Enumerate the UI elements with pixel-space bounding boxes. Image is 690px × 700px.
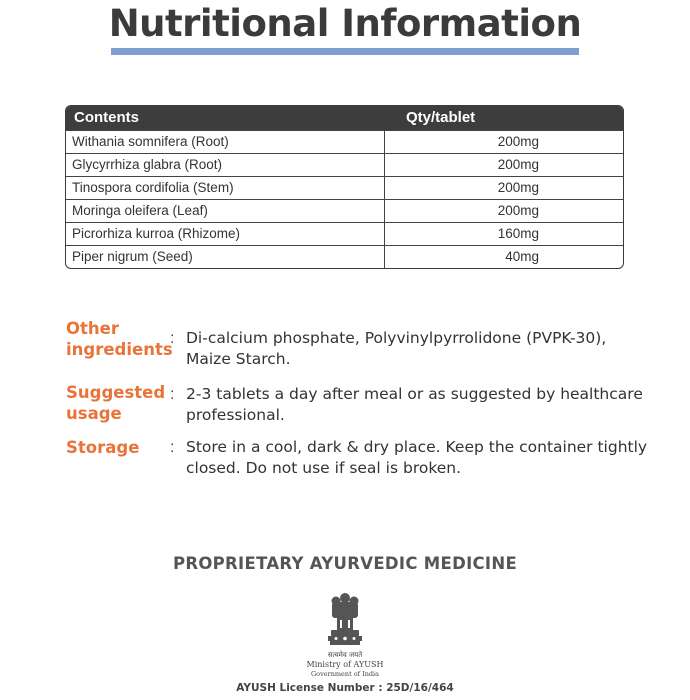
national-emblem-icon (322, 590, 368, 650)
usage-colon: : (170, 386, 175, 403)
suggested-usage-label (66, 382, 170, 424)
storage-label (66, 437, 170, 458)
ingredient-name: Piper nigrum (Seed) (66, 245, 384, 268)
nutrition-table (65, 105, 624, 269)
table-header-row (66, 106, 623, 130)
table-row (66, 245, 623, 268)
table-row (66, 130, 623, 153)
storage-value: Store in a cool, dark & dry place. Keep the container tightly closed. Do not use if seal is broken. (186, 438, 648, 477)
government-name: Government of India (310, 670, 380, 678)
ingredient-name: Picrorhiza kurroa (Rhizome) (66, 222, 384, 245)
ingredient-name: Withania somnifera (Root) (66, 130, 384, 153)
table-row (66, 222, 623, 245)
ingredient-name: Tinospora cordifolia (Stem) (66, 176, 384, 199)
license-number: AYUSH License Number : 25D/16/464 (236, 682, 454, 694)
ministry-name: Ministry of AYUSH (306, 660, 384, 669)
header-qty: Qty/tablet (406, 109, 476, 127)
emblem-motto: सत्यमेव जयते (327, 651, 363, 659)
ingredient-qty: 40mg (384, 245, 623, 268)
ingredient-qty: 200mg (384, 153, 623, 176)
usage-label-line1: Suggested (66, 383, 166, 402)
ingredient-qty: 200mg (384, 199, 623, 222)
suggested-usage-value: 2-3 tablets a day after meal or as suggested by healthcare professional. (186, 385, 643, 424)
info-section (66, 318, 656, 479)
ingredient-qty: 200mg (384, 130, 623, 153)
other-colon: : (170, 330, 175, 347)
ingredient-qty: 200mg (384, 176, 623, 199)
other-ingredients-value: Di-calcium phosphate, Polyvinylpyrrolidone (PVPK-30), Maize Starch. (186, 329, 607, 368)
suggested-usage-row (66, 382, 656, 426)
table-row (66, 176, 623, 199)
storage-label-line1: Storage (66, 438, 140, 457)
title-underline (111, 48, 579, 55)
storage-colon: : (170, 439, 175, 456)
other-ingredients-label (66, 318, 173, 360)
other-label-line1: Other (66, 319, 119, 338)
storage-row (66, 437, 656, 479)
proprietary-heading: PROPRIETARY AYURVEDIC MEDICINE (172, 554, 518, 573)
other-ingredients-row (66, 318, 656, 370)
other-label-line2: ingredients (66, 340, 173, 359)
ingredient-qty: 160mg (384, 222, 623, 245)
header-contents: Contents (74, 109, 139, 127)
table-row (66, 153, 623, 176)
ingredient-name: Moringa oleifera (Leaf) (66, 199, 384, 222)
table-row (66, 199, 623, 222)
ingredient-name: Glycyrrhiza glabra (Root) (66, 153, 384, 176)
page-title: Nutritional Information (108, 2, 582, 45)
usage-label-line2: usage (66, 404, 122, 423)
